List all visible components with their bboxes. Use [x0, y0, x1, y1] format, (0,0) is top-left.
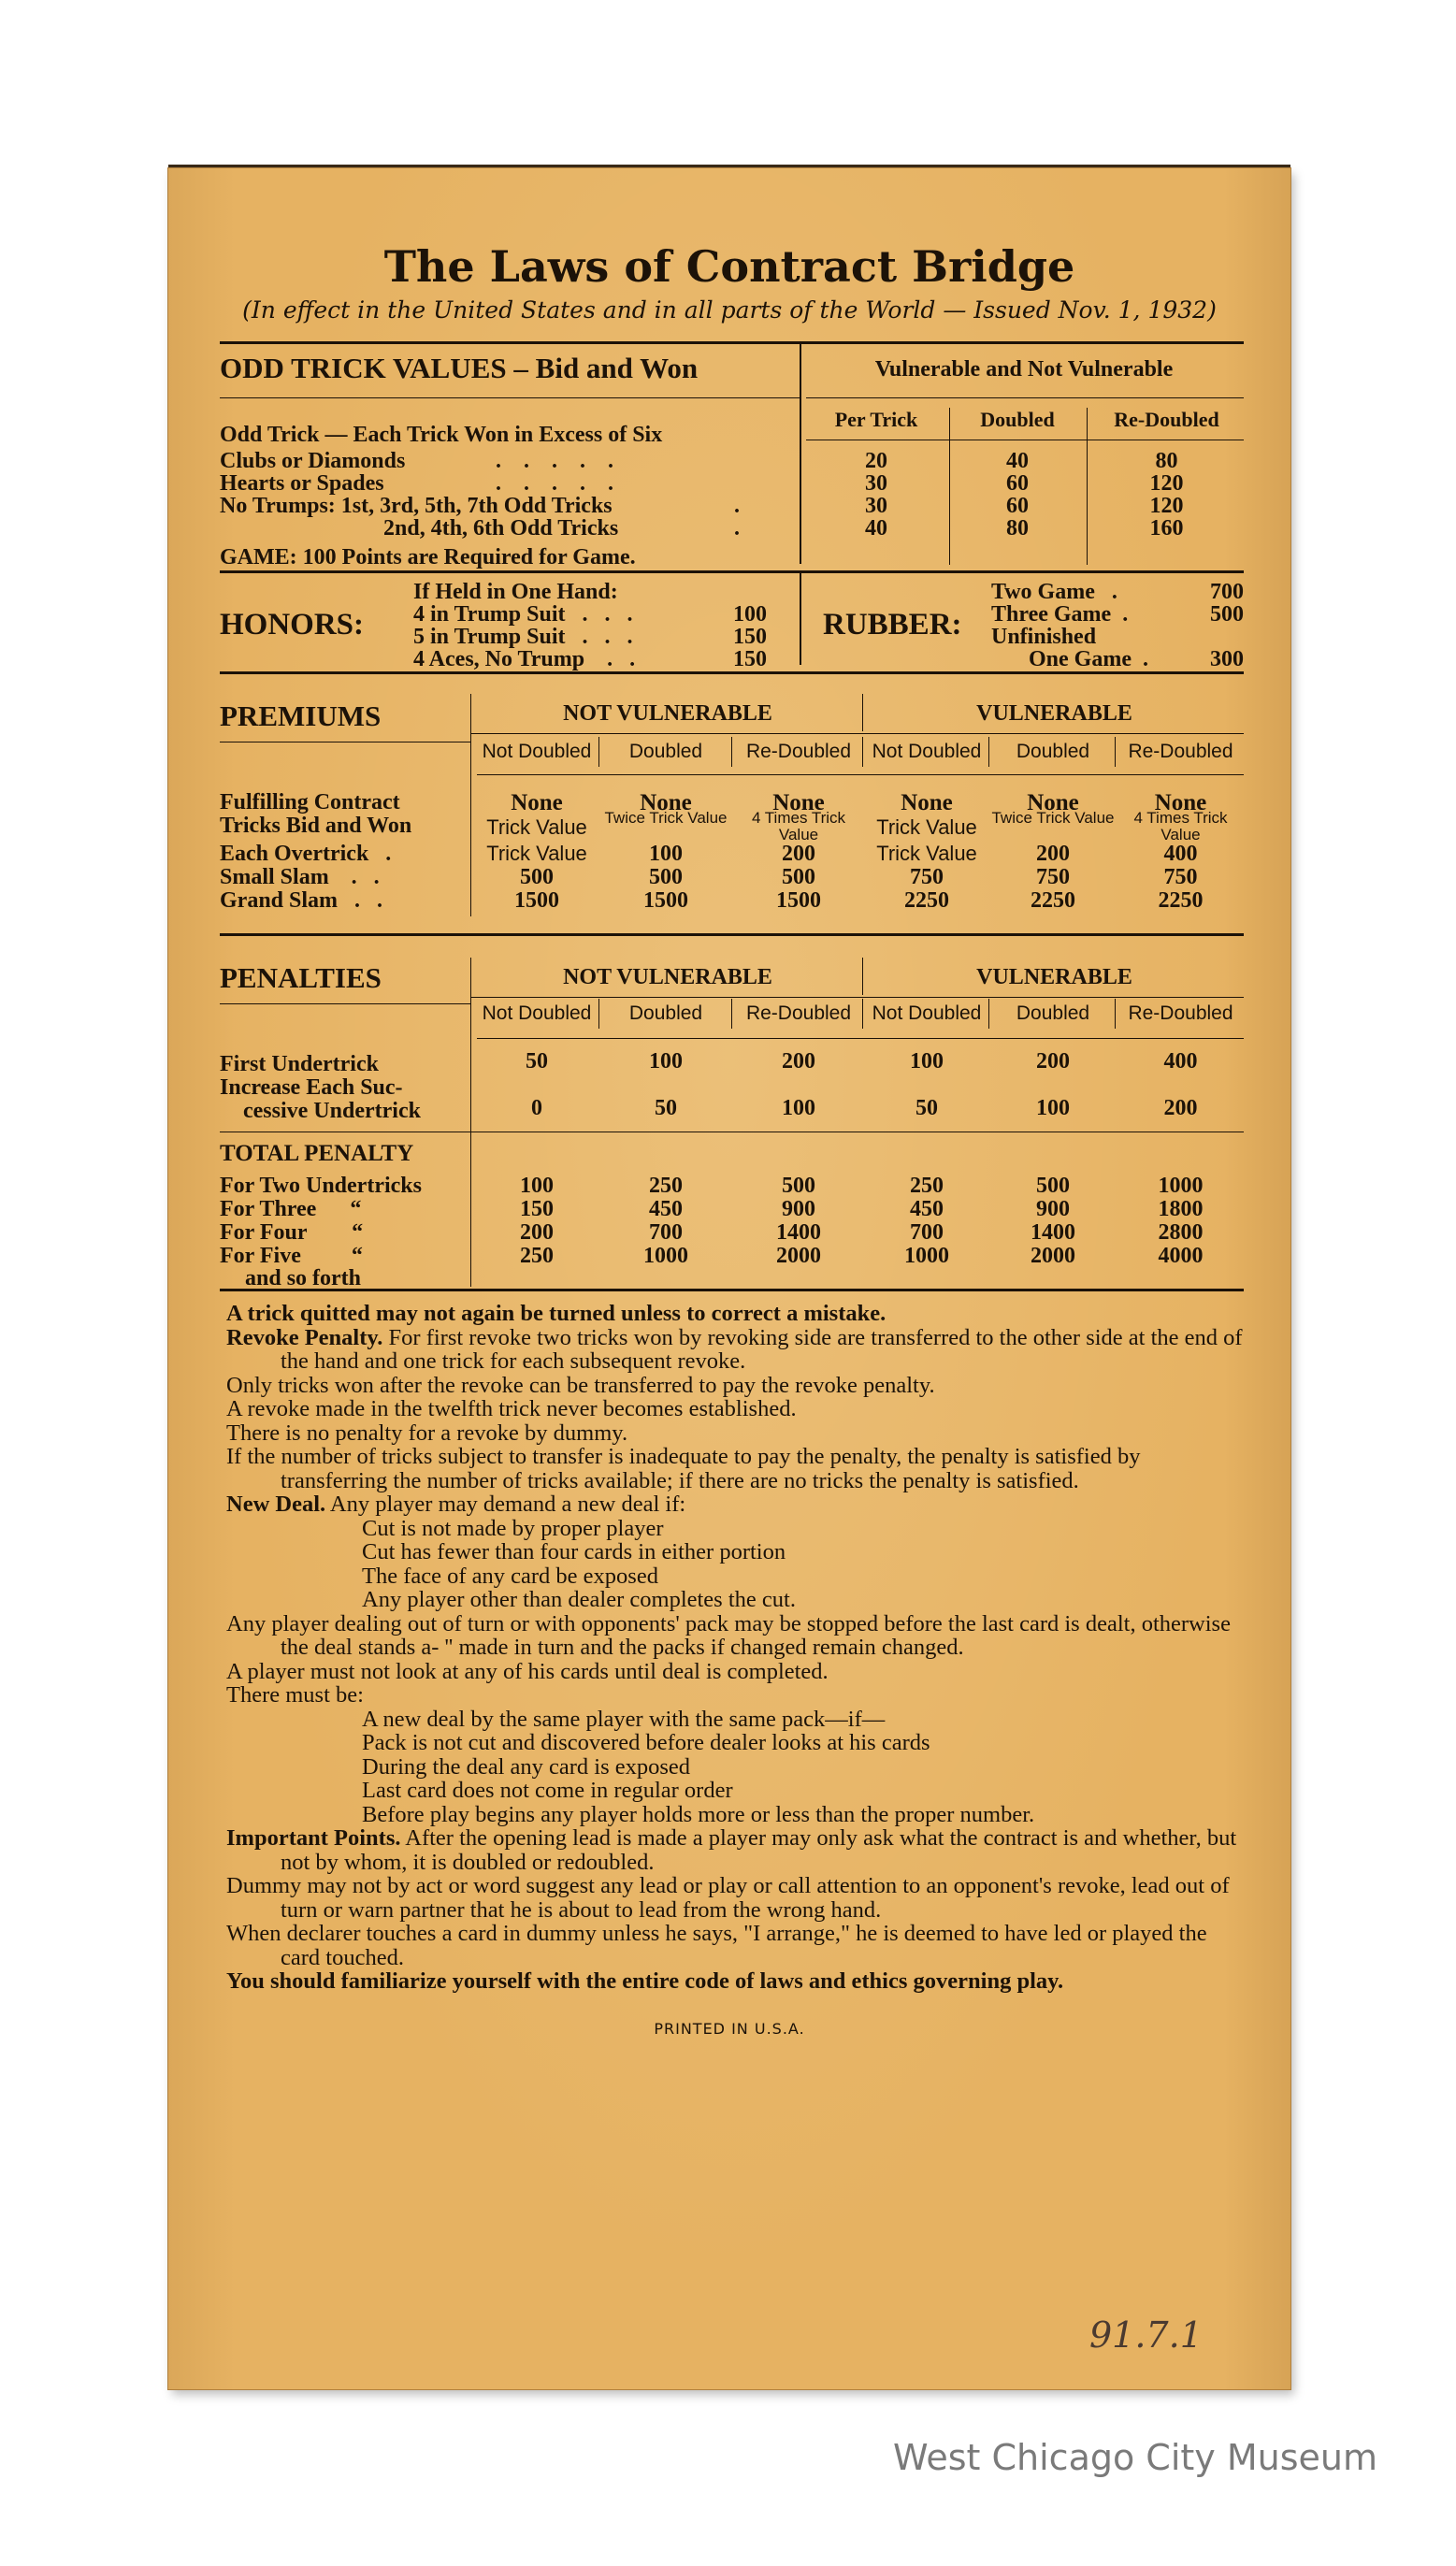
penalty-value: 100 — [649, 1049, 683, 1074]
total-penalty-value: 250 — [910, 1174, 944, 1198]
premium-value: 1500 — [643, 888, 688, 913]
divider — [949, 408, 950, 565]
rule-paragraph — [226, 1708, 1244, 1732]
total-penalty-value: 900 — [782, 1197, 815, 1221]
penalty-value: 200 — [1163, 1096, 1198, 1120]
premiums-col-header: Doubled — [1016, 741, 1090, 762]
rule-paragraph — [226, 1326, 1244, 1374]
divider — [806, 397, 1244, 398]
page-subtitle: (In effect in the United States and in all parts of the World — Issued Nov. 1, 1932) — [242, 296, 1217, 324]
premium-value: 2250 — [1158, 888, 1204, 913]
premium-value: 750 — [1036, 865, 1070, 889]
rule-text: There is no penalty for a revoke by dummy. — [226, 1420, 628, 1446]
penalties-group-not-vulnerable: NOT VULNERABLE — [563, 965, 772, 989]
total-penalty-row-label: For Three “ — [220, 1197, 362, 1221]
penalties-col-header: Not Doubled — [872, 1002, 982, 1024]
total-penalty-row-label: and so forth — [245, 1266, 362, 1290]
penalties-col-header: Re-Doubled — [745, 1002, 852, 1024]
rule-text: A new deal by the same player with the same pack—if— — [362, 1706, 886, 1732]
premium-value: 1500 — [776, 888, 821, 913]
total-penalty-value: 250 — [649, 1174, 683, 1198]
rubber-row-value: 700 — [1210, 580, 1244, 604]
premium-value: 4 Times Trick Value — [751, 809, 846, 843]
divider — [470, 733, 1244, 734]
premium-value: 2250 — [1031, 888, 1075, 913]
rule-text: When declarer touches a card in dummy unless he says, "I arrange," he is deemed to have led or played the card touched. — [226, 1921, 1207, 1970]
odd-trick-value: 80 — [1155, 449, 1178, 473]
premium-value: 750 — [910, 865, 944, 889]
odd-trick-value: 30 — [865, 494, 887, 518]
premium-value: 500 — [782, 865, 815, 889]
penalties-col-header: Doubled — [628, 1002, 703, 1024]
total-penalty-value: 250 — [520, 1244, 554, 1268]
odd-trick-row-label: 2nd, 4th, 6th Odd Tricks — [383, 516, 619, 541]
rubber-row-value: 500 — [1210, 602, 1244, 627]
penalty-row-label: cessive Undertrick — [243, 1099, 421, 1123]
honors-row-label: 5 in Trump Suit . . . — [413, 625, 633, 649]
odd-trick-row-dots: . — [734, 494, 740, 518]
total-penalty-heading: TOTAL PENALTY — [220, 1141, 414, 1166]
divider — [1087, 408, 1088, 565]
odd-trick-value: 60 — [1006, 471, 1029, 496]
honors-heading: HONORS: — [220, 608, 365, 642]
rule-bold-lead: A trick quitted may not again be turned unless to correct a mistake. — [226, 1301, 887, 1326]
honors-row-value: 150 — [733, 625, 767, 649]
rule-text: Cut has fewer than four cards in either portion — [362, 1539, 786, 1564]
premiums-heading: PREMIUMS — [220, 699, 382, 732]
rule-text: For first revoke two tricks won by revoking side are transferred to the other side at the end of the hand and one trick for each subsequent revoke. — [281, 1324, 1243, 1374]
premium-value: Twice Trick Value — [991, 809, 1115, 827]
rule-bold-lead: Important Points. — [226, 1825, 401, 1851]
rule-text: Any player other than dealer completes the cut. — [362, 1587, 796, 1612]
divider — [470, 958, 471, 1287]
premium-value: Twice Trick Value — [604, 809, 728, 827]
honors-row-label: 4 Aces, No Trump . . — [413, 647, 636, 671]
total-penalty-value: 700 — [649, 1220, 683, 1245]
total-penalty-value: 450 — [649, 1197, 683, 1221]
rubber-heading: RUBBER: — [823, 608, 962, 642]
total-penalty-value: 2800 — [1158, 1220, 1204, 1245]
premium-value: 2250 — [904, 888, 949, 913]
vulnerability-heading: Vulnerable and Not Vulnerable — [874, 357, 1174, 382]
rule-text: Last card does not come in regular order — [362, 1778, 733, 1803]
rule-text: A player must not look at any of his cards until deal is completed. — [226, 1658, 829, 1684]
premium-value: 400 — [1163, 842, 1198, 866]
odd-trick-value: 120 — [1149, 471, 1184, 496]
premiums-col-header: Doubled — [628, 741, 703, 762]
total-penalty-value: 1000 — [643, 1244, 688, 1268]
rule-text: During the deal any card is exposed — [362, 1753, 691, 1780]
divider — [220, 1003, 470, 1004]
honors-row-value: 100 — [733, 602, 767, 627]
divider — [598, 737, 599, 767]
divider — [470, 997, 1244, 998]
divider — [220, 397, 800, 398]
odd-trick-value: 20 — [865, 449, 887, 473]
divider — [862, 694, 863, 731]
rule-paragraph — [226, 1779, 1244, 1803]
rule-paragraph — [226, 1660, 1244, 1684]
premium-row-label: Tricks Bid and Won — [220, 814, 412, 838]
game-rule: GAME: 100 Points are Required for Game. — [220, 545, 636, 569]
divider — [1115, 737, 1116, 767]
rule-text: Only tricks won after the revoke can be transferred to pay the revoke penalty. — [226, 1372, 935, 1398]
total-penalty-value: 900 — [1036, 1197, 1070, 1221]
total-penalty-value: 1000 — [904, 1244, 949, 1268]
total-penalty-value: 1400 — [776, 1220, 821, 1245]
penalty-value: 50 — [655, 1096, 677, 1120]
premium-row-label: Fulfilling Contract — [220, 790, 400, 814]
divider — [800, 344, 801, 564]
total-penalty-value: 1400 — [1031, 1220, 1075, 1245]
rule-text: There must be: — [226, 1682, 364, 1708]
total-penalty-value: 500 — [1036, 1174, 1070, 1198]
rule-paragraph — [226, 1683, 1244, 1708]
honors-row-label: 4 in Trump Suit . . . — [413, 602, 633, 627]
rule-text: A revoke made in the twelfth trick never becomes established. — [226, 1396, 797, 1421]
premiums-col-header: Not Doubled — [482, 741, 592, 762]
penalty-value: 100 — [1036, 1096, 1070, 1120]
rule-paragraph — [226, 1302, 1244, 1326]
premium-value: 750 — [1163, 865, 1198, 889]
rule-paragraph — [226, 1755, 1244, 1780]
premium-value: None — [640, 790, 692, 815]
odd-trick-col-header: Per Trick — [834, 408, 918, 431]
odd-trick-value: 80 — [1006, 516, 1029, 541]
odd-trick-col-header: Re-Doubled — [1114, 408, 1219, 431]
rule-bold-lead: You should familiarize yourself with the entire code of laws and ethics governing play. — [226, 1968, 1064, 1994]
honors-intro: If Held in One Hand: — [413, 580, 618, 604]
total-penalty-value: 500 — [782, 1174, 815, 1198]
rule-text: Cut is not made by proper player — [362, 1515, 664, 1541]
premium-value: 100 — [649, 842, 683, 866]
rule-text: Any player may demand a new deal if: — [325, 1492, 686, 1517]
bridge-laws-card — [168, 168, 1290, 2389]
rule-paragraph — [226, 1517, 1244, 1541]
divider — [988, 737, 989, 767]
honors-row-value: 150 — [733, 647, 767, 671]
total-penalty-value: 2000 — [1031, 1244, 1075, 1268]
total-penalty-value: 700 — [910, 1220, 944, 1245]
rule-paragraph — [226, 1374, 1244, 1398]
penalties-heading: PENALTIES — [220, 961, 382, 994]
rule-paragraph — [226, 1922, 1244, 1969]
odd-trick-heading: ODD TRICK VALUES – Bid and Won — [220, 352, 699, 384]
premium-value: None — [1027, 790, 1079, 815]
rule-bold-lead: New Deal. — [226, 1492, 326, 1517]
rubber-row-label: One Game . — [1029, 647, 1148, 671]
rule-bold-lead: Revoke Penalty. — [226, 1324, 383, 1350]
rule-paragraph — [226, 1874, 1244, 1922]
odd-trick-value: 60 — [1006, 494, 1029, 518]
total-penalty-row-label: For Four “ — [220, 1220, 364, 1245]
penalties-col-header: Doubled — [1016, 1002, 1090, 1024]
rule-text: After the opening lead is made a player may only ask what the contract is and whether, but not by whom, it is doubled or redoubled. — [281, 1825, 1237, 1875]
odd-trick-value: 30 — [865, 471, 887, 496]
rule-paragraph — [226, 1397, 1244, 1421]
premium-value: 200 — [782, 842, 815, 866]
rule-paragraph — [226, 1445, 1244, 1492]
premiums-col-header: Re-Doubled — [745, 741, 852, 762]
odd-trick-value: 120 — [1149, 494, 1184, 518]
total-penalty-value: 2000 — [776, 1244, 821, 1268]
total-penalty-row-label: For Five “ — [220, 1244, 363, 1268]
premium-row-label: Grand Slam . . — [220, 888, 383, 913]
penalty-value: 50 — [915, 1096, 938, 1120]
rule-text: If the number of tricks subject to transfer is inadequate to pay the penalty, the penalty is satisfied by transferring the number of tricks available; if there are no tricks the penalty is satisfied. — [226, 1444, 1141, 1493]
premium-value: Trick Value — [486, 815, 587, 839]
divider — [220, 570, 1244, 573]
rule-paragraph — [226, 1492, 1244, 1517]
premiums-group-not-vulnerable: NOT VULNERABLE — [563, 701, 772, 726]
premiums-col-header: Re-Doubled — [1128, 741, 1233, 762]
rule-paragraph — [226, 1564, 1244, 1589]
divider — [862, 737, 863, 767]
odd-trick-intro: Odd Trick — Each Trick Won in Excess of Six — [220, 423, 663, 447]
penalty-value: 0 — [531, 1096, 542, 1120]
rule-text: Before play begins any player holds more or less than the proper number. — [362, 1801, 1035, 1827]
premium-value: None — [1154, 790, 1207, 815]
page-title: The Laws of Contract Bridge — [383, 241, 1075, 292]
total-penalty-value: 100 — [520, 1174, 554, 1198]
penalty-row-label: First Undertrick — [220, 1052, 379, 1076]
premium-value: Trick Value — [876, 842, 977, 865]
divider — [731, 999, 732, 1029]
rubber-row-label: Unfinished — [991, 625, 1097, 649]
penalty-value: 400 — [1163, 1049, 1198, 1074]
rule-paragraph — [226, 1612, 1244, 1660]
total-penalty-value: 150 — [520, 1197, 554, 1221]
rule-text: The face of any card be exposed — [362, 1563, 658, 1589]
premiums-col-header: Not Doubled — [872, 741, 982, 762]
penalty-value: 200 — [782, 1049, 815, 1074]
odd-trick-value: 40 — [1006, 449, 1029, 473]
rule-paragraph — [226, 1421, 1244, 1446]
rule-paragraph — [226, 1826, 1244, 1874]
divider — [862, 999, 863, 1029]
odd-trick-row-dots: . . . . . — [496, 449, 613, 473]
penalty-value: 50 — [526, 1049, 548, 1074]
divider — [220, 1289, 1244, 1291]
premium-value: None — [511, 790, 563, 815]
total-penalty-value: 4000 — [1158, 1244, 1204, 1268]
odd-trick-row-label: No Trumps: 1st, 3rd, 5th, 7th Odd Tricks — [220, 494, 613, 518]
rubber-row-label: Two Game . — [991, 580, 1117, 604]
divider — [862, 958, 863, 995]
divider — [477, 1038, 1244, 1039]
premium-value: None — [901, 790, 953, 815]
divider — [800, 573, 801, 665]
divider — [1115, 999, 1116, 1029]
handwritten-catalog-number: 91.7.1 — [1089, 2314, 1203, 2356]
divider — [598, 999, 599, 1029]
odd-trick-row-label: Hearts or Spades — [220, 471, 384, 496]
total-penalty-value: 1000 — [1158, 1174, 1204, 1198]
penalty-row-label: Increase Each Suc- — [220, 1075, 403, 1100]
premium-value: 200 — [1036, 842, 1070, 866]
odd-trick-row-dots: . — [734, 516, 740, 541]
divider — [220, 341, 1244, 344]
total-penalty-value: 200 — [520, 1220, 554, 1245]
odd-trick-row-label: Clubs or Diamonds — [220, 449, 406, 473]
odd-trick-col-header: Doubled — [980, 408, 1055, 431]
divider — [220, 933, 1244, 936]
penalty-value: 100 — [910, 1049, 944, 1074]
premium-row-label: Each Overtrick . — [220, 842, 392, 866]
rubber-row-label: Three Game . — [991, 602, 1129, 627]
odd-trick-value: 160 — [1149, 516, 1184, 541]
premium-value: Trick Value — [876, 815, 977, 839]
rule-paragraph — [226, 1969, 1244, 1994]
penalties-col-header: Not Doubled — [482, 1002, 592, 1024]
museum-watermark: West Chicago City Museum — [893, 2437, 1378, 2478]
premium-value: 500 — [520, 865, 554, 889]
penalty-value: 100 — [782, 1096, 815, 1120]
printed-in-usa: PRINTED IN U.S.A. — [654, 2020, 805, 2038]
total-penalty-row-label: For Two Undertricks — [220, 1174, 422, 1198]
rule-paragraph — [226, 1731, 1244, 1755]
premium-value: 4 Times Trick Value — [1133, 809, 1228, 843]
rule-text: Any player dealing out of turn or with opponents' pack may be stopped before the last card is dealt, otherwise the deal stands a- '' made in turn and the packs if changed remain changed. — [226, 1610, 1231, 1660]
rule-paragraph — [226, 1803, 1244, 1827]
rule-paragraph — [226, 1540, 1244, 1564]
rule-paragraph — [226, 1588, 1244, 1612]
premium-value: 500 — [649, 865, 683, 889]
rule-text: Dummy may not by act or word suggest any lead or play or call attention to an opponent's revoke, lead out of turn or warn partner that he is about to lead from the wrong hand. — [226, 1873, 1230, 1923]
premiums-group-vulnerable: VULNERABLE — [976, 701, 1132, 726]
total-penalty-value: 1800 — [1158, 1197, 1204, 1221]
premium-value: 1500 — [514, 888, 559, 913]
penalties-group-vulnerable: VULNERABLE — [976, 965, 1132, 989]
rules-text — [226, 1302, 1244, 1994]
penalties-col-header: Re-Doubled — [1128, 1002, 1233, 1024]
divider — [731, 737, 732, 767]
premium-value: Trick Value — [486, 842, 587, 865]
rule-text: Pack is not cut and discovered before dealer looks at his cards — [362, 1730, 930, 1755]
premium-row-label: Small Slam . . — [220, 865, 380, 889]
penalty-value: 200 — [1036, 1049, 1070, 1074]
divider — [477, 774, 1244, 775]
odd-trick-value: 40 — [865, 516, 887, 541]
divider — [988, 999, 989, 1029]
premium-value: None — [772, 790, 825, 815]
divider — [470, 694, 471, 916]
total-penalty-value: 450 — [910, 1197, 944, 1221]
odd-trick-row-dots: . . . . . — [496, 471, 613, 496]
rubber-row-value: 300 — [1210, 647, 1244, 671]
